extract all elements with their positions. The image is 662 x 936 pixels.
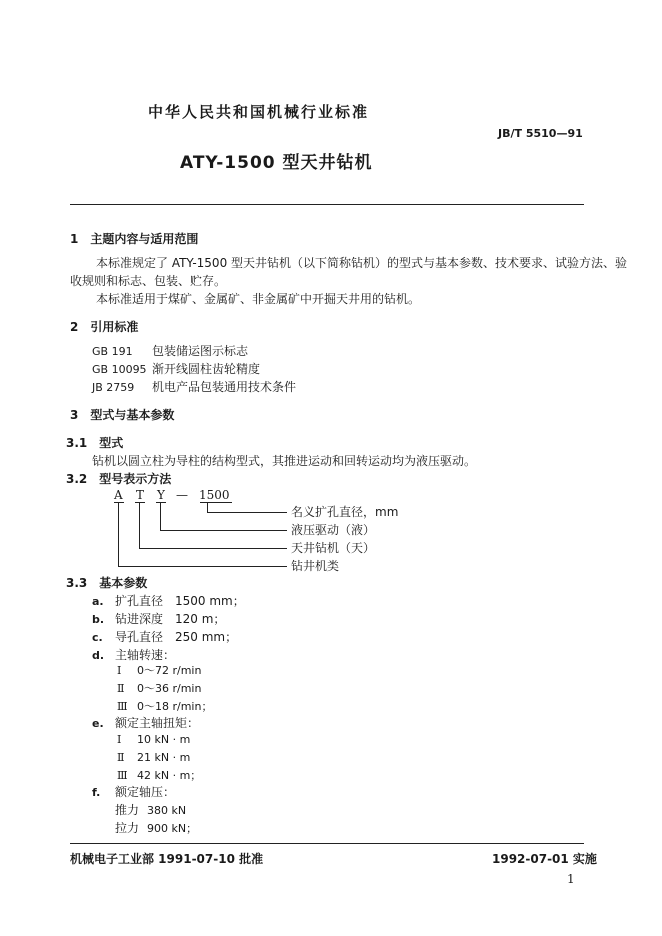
param-f-label: f. (92, 786, 101, 799)
axial-force-value: 380 kN (147, 804, 187, 817)
param-b-text: 钻进深度 120 m； (115, 612, 226, 626)
param-c-label: c. (92, 631, 103, 644)
section-3-2-heading: 3.2 型号表示方法 (66, 472, 172, 486)
param-f-text: 额定轴压： (115, 785, 176, 799)
leader-a (118, 566, 287, 567)
param-d-text: 主轴转速： (115, 648, 176, 662)
speed-value: 0～72 r/min (137, 664, 202, 677)
section-1-para-1-line-2: 收规则和标志、包装、贮存。 (70, 274, 227, 288)
torque-value: 42 kN · m； (137, 769, 202, 782)
header-rule (70, 204, 584, 205)
speed-gear: Ⅱ (117, 682, 125, 695)
torque-gear: Ⅰ (117, 733, 122, 746)
axial-force-name: 推力 (115, 803, 140, 817)
model-number: 1500 (199, 488, 230, 502)
model-char-a: A (114, 488, 123, 502)
axial-force-value: 900 kN； (147, 822, 198, 835)
ref-code: GB 191 (92, 345, 133, 358)
torque-value: 10 kN · m (137, 733, 191, 746)
section-2-heading: 2 引用标准 (70, 320, 139, 334)
org-title: 中华人民共和国机械行业标准 (148, 103, 370, 121)
param-e-text: 额定主轴扭矩： (115, 716, 200, 730)
label-raise-drill: 天井钻机（天） (291, 541, 376, 555)
torque-gear: Ⅱ (117, 751, 125, 764)
ref-title: 机电产品包装通用技术条件 (152, 380, 297, 394)
label-drill-class: 钻井机类 (291, 559, 340, 573)
ref-title: 包装储运图示标志 (152, 344, 249, 358)
leader-t (139, 502, 140, 548)
param-c-text: 导孔直径 250 mm； (115, 630, 238, 644)
underline-t (135, 502, 145, 503)
underline-a (114, 502, 124, 503)
implementation-date: 1992-07-01 实施 (492, 852, 597, 866)
speed-value: 0～18 r/min； (137, 700, 213, 713)
model-char-t: T (136, 488, 145, 502)
underline-number (200, 502, 232, 503)
section-1-para-2: 本标准适用于煤矿、金属矿、非金属矿中开掘天井用的钻机。 (96, 292, 421, 306)
model-dash: — (176, 488, 188, 502)
param-d-label: d. (92, 649, 105, 662)
param-e-label: e. (92, 717, 104, 730)
param-a-label: a. (92, 595, 104, 608)
label-hydraulic-drive: 液压驱动（液） (291, 523, 376, 537)
ref-code: GB 10095 (92, 363, 147, 376)
leader-a (118, 502, 119, 566)
param-a-text: 扩孔直径 1500 mm； (115, 594, 245, 608)
label-nominal-diameter: 名义扩孔直径，mm (291, 505, 399, 519)
speed-value: 0～36 r/min (137, 682, 202, 695)
section-3-1-heading: 3.1 型式 (66, 436, 124, 450)
leader-y (160, 530, 287, 531)
section-1-para-1-line-1: 本标准规定了 ATY-1500 型天井钻机（以下简称钻机）的型式与基本参数、技术要求、试验方法、验 (96, 256, 628, 270)
approval-note: 机械电子工业部 1991-07-10 批准 (70, 852, 264, 866)
section-1-heading: 1 主题内容与适用范围 (70, 232, 199, 246)
footer-rule (70, 843, 584, 844)
document-title: ATY-1500 型天井钻机 (180, 153, 373, 173)
leader-number (207, 502, 208, 512)
torque-gear: Ⅲ (117, 769, 128, 782)
torque-value: 21 kN · m (137, 751, 191, 764)
section-3-3-heading: 3.3 基本参数 (66, 576, 148, 590)
ref-title: 渐开线圆柱齿轮精度 (152, 362, 261, 376)
ref-code: JB 2759 (92, 381, 135, 394)
page-number: 1 (567, 872, 575, 886)
underline-y (156, 502, 166, 503)
leader-y (160, 502, 161, 530)
section-3-1-text: 钻机以圆立柱为导柱的结构型式，其推进运动和回转运动均为液压驱动。 (92, 454, 477, 468)
standard-number: JB/T 5510—91 (498, 127, 583, 140)
leader-t (139, 548, 287, 549)
param-b-label: b. (92, 613, 105, 626)
model-char-y: Y (157, 488, 165, 502)
axial-force-name: 拉力 (115, 821, 140, 835)
leader-number (207, 512, 287, 513)
speed-gear: Ⅲ (117, 700, 128, 713)
section-3-heading: 3 型式与基本参数 (70, 408, 175, 422)
speed-gear: Ⅰ (117, 664, 122, 677)
